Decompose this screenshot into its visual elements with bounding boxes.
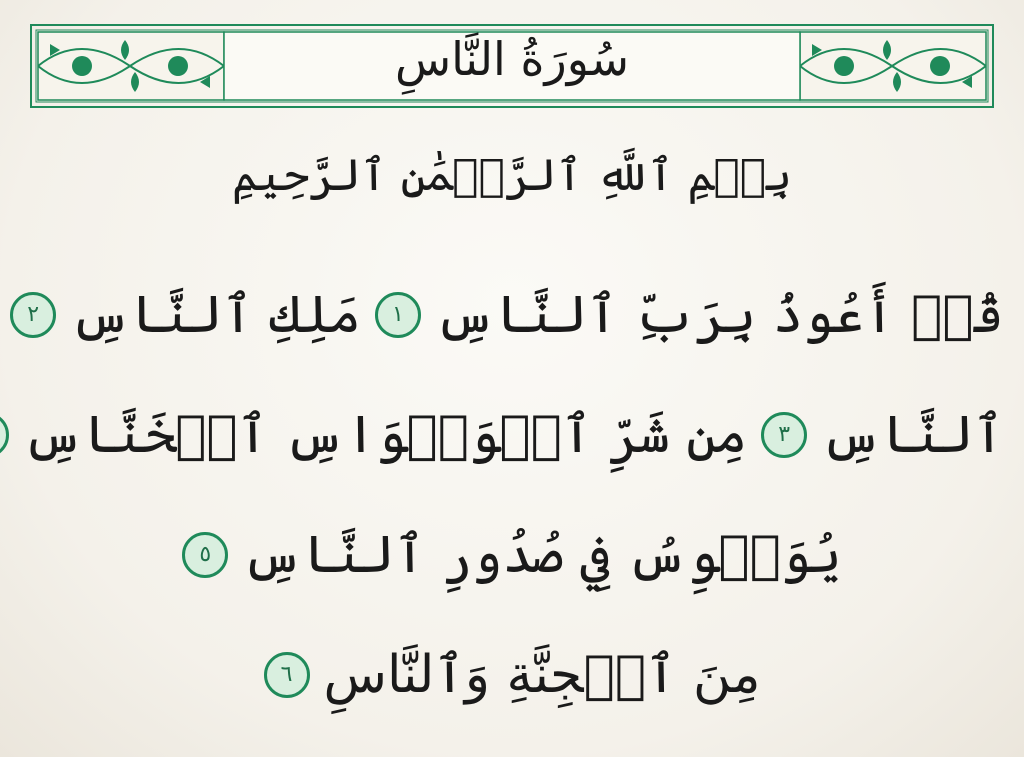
verse-text: مِنَ ٱلۡجِنَّةِ وَٱلنَّاسِ [323, 645, 761, 705]
surah-title: سُورَةُ النَّاسِ [394, 32, 630, 86]
basmala: بِسۡمِ ٱللَّهِ ٱلرَّحۡمَٰنِ ٱلرَّحِيمِ [231, 150, 793, 201]
ayah-number-marker [0, 412, 9, 458]
verse-text: مَلِكِ ٱلنَّاسِ [70, 285, 361, 345]
verse-line [20, 495, 1004, 615]
ayah-number-marker: ٦ [264, 652, 310, 698]
ayah-number-marker: ٣ [761, 412, 807, 458]
verse-text: قُلۡ أَعُوذُ بِرَبِّ ٱلنَّاسِ [434, 285, 1004, 345]
verse-text: يُوَسۡوِسُ فِي صُدُورِ ٱلنَّاسِ [242, 525, 842, 585]
verse-text: ٱلنَّاسِ [821, 405, 1004, 465]
ayah-number-marker: ١ [375, 292, 421, 338]
ayah-number-marker: ٢ [10, 292, 56, 338]
verse-line [20, 615, 1004, 735]
verse-line [20, 375, 1004, 495]
surah-header [30, 24, 994, 108]
verse-line [20, 255, 1004, 375]
verse-text: مِن شَرِّ ٱلۡوَسۡوَاسِ ٱلۡخَنَّاسِ [22, 405, 748, 465]
ayah-number-marker: ٥ [182, 532, 228, 578]
verses [20, 255, 1004, 735]
